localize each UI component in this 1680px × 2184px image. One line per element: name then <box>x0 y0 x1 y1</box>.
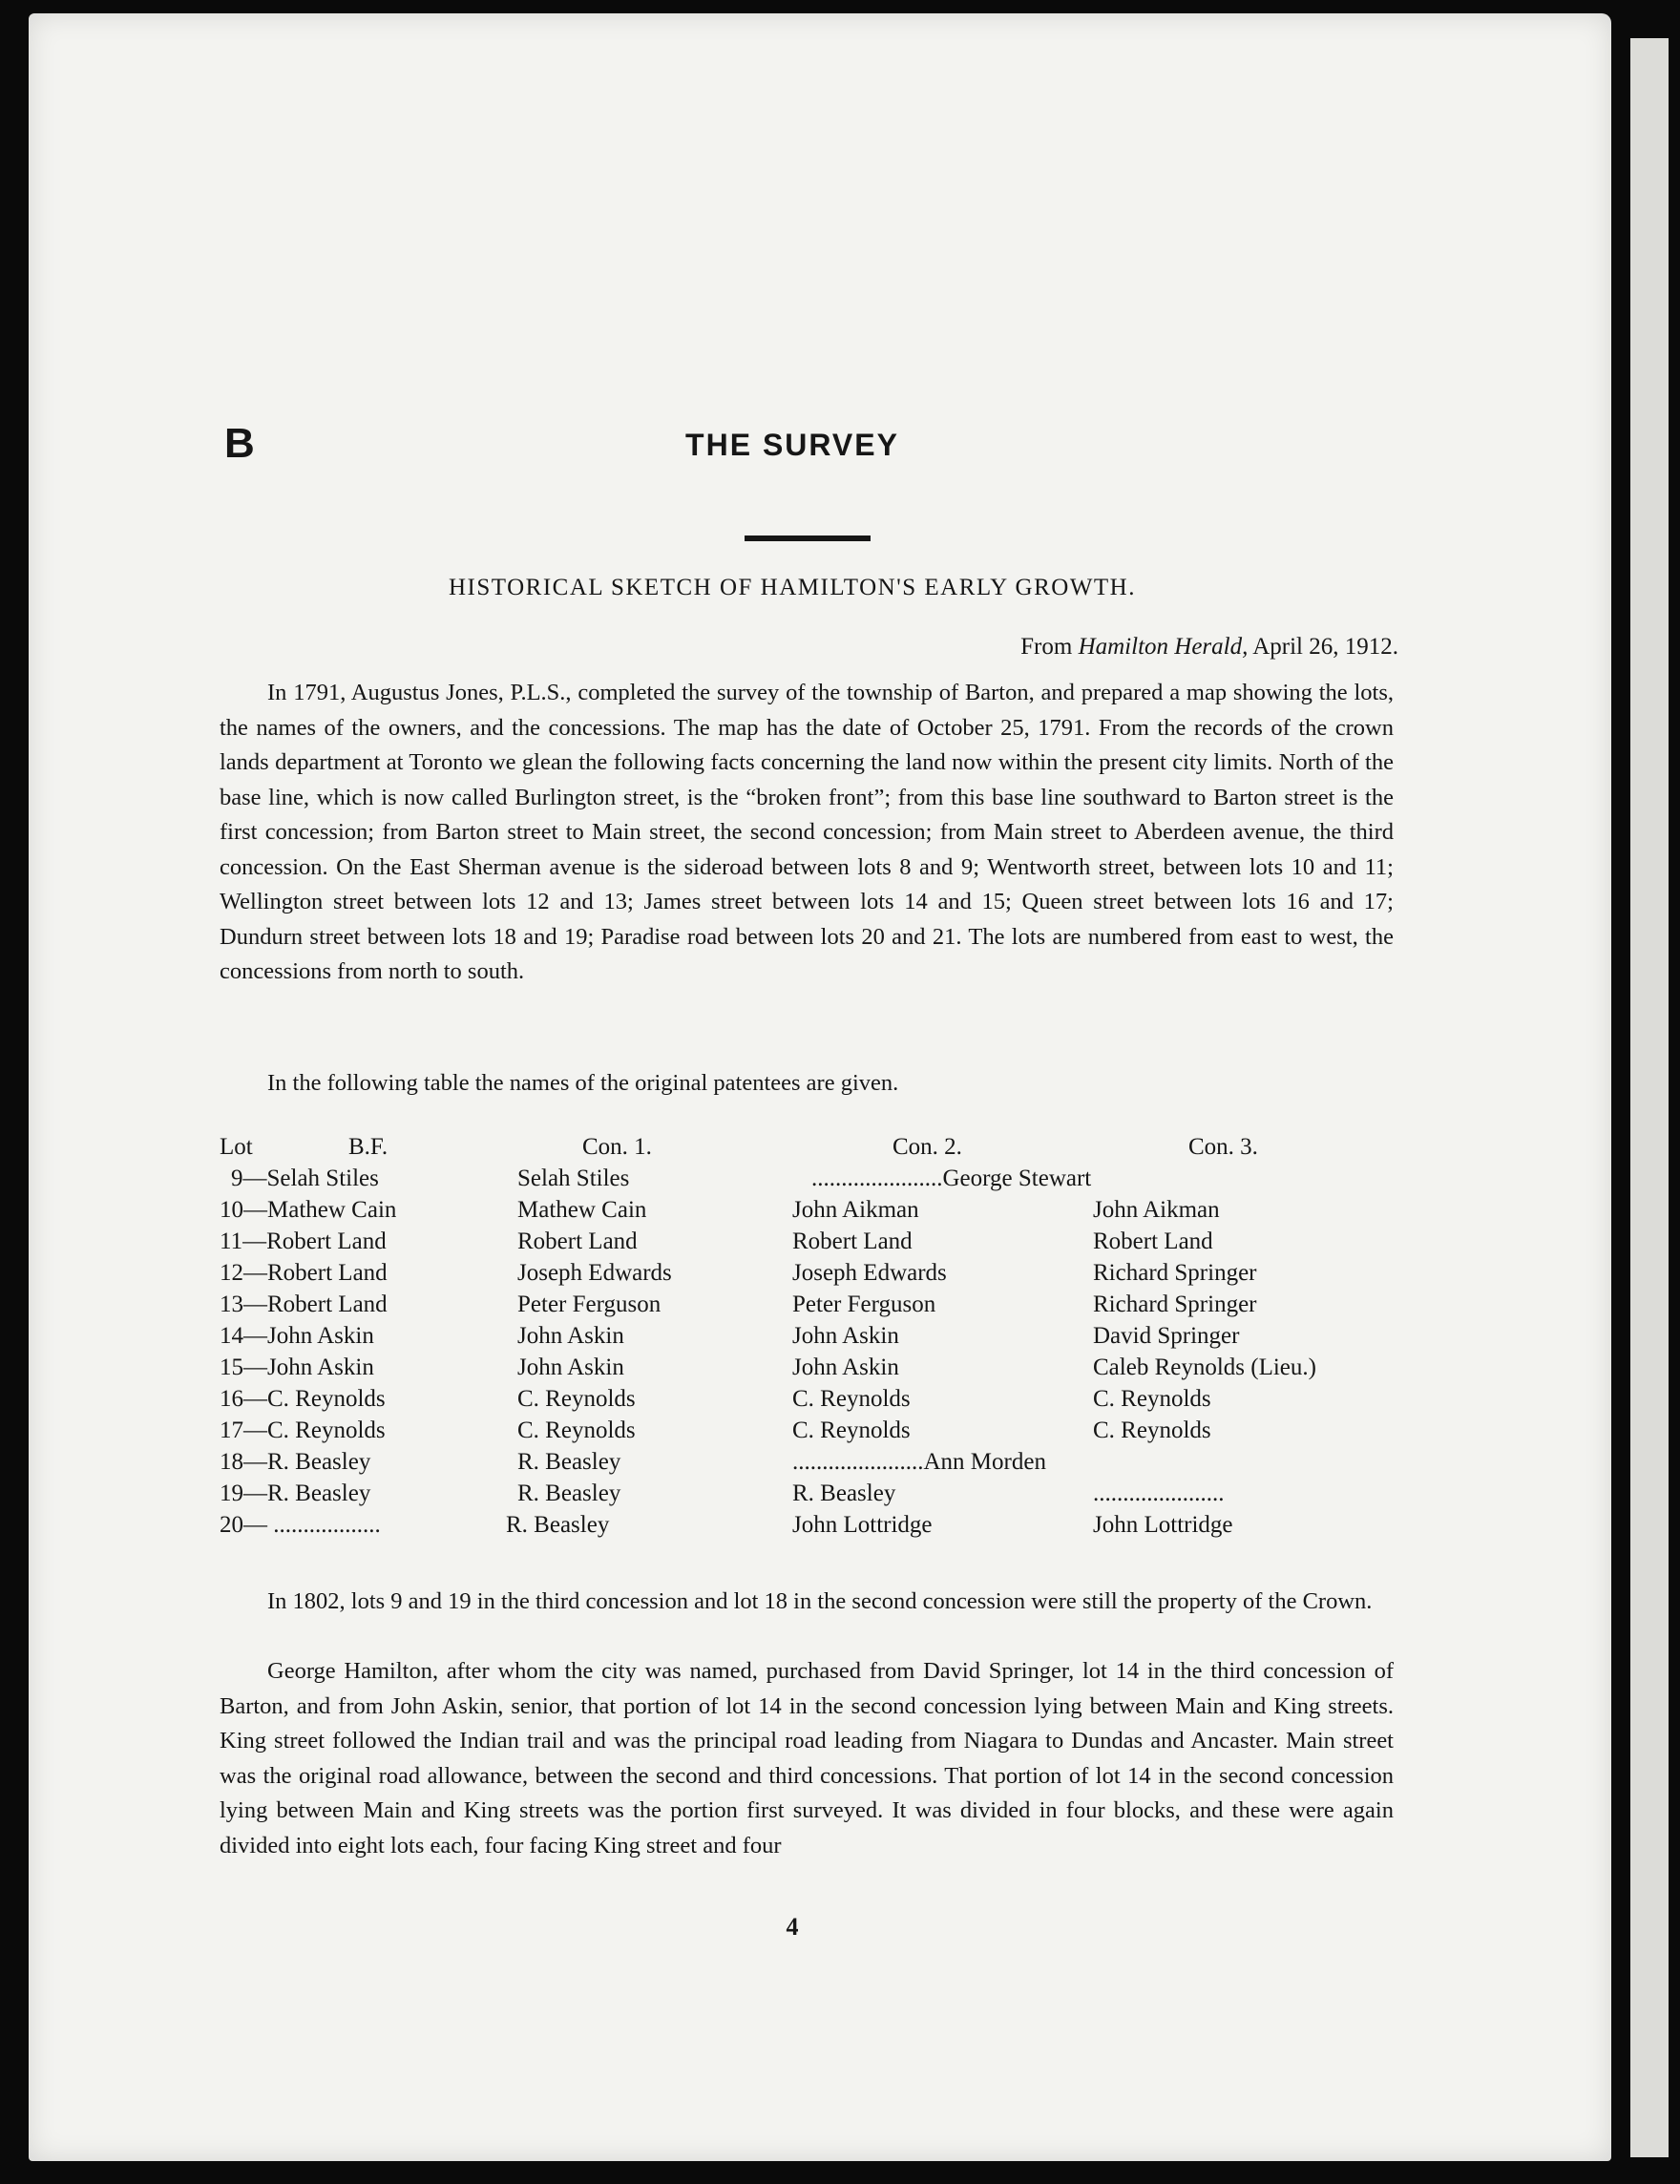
lot-bf: 18—R. Beasley <box>220 1449 371 1475</box>
header-con2: Con. 2. <box>892 1134 962 1160</box>
con2: C. Reynolds <box>792 1386 911 1412</box>
table-row <box>220 1320 1394 1352</box>
lot-bf: 16—C. Reynolds <box>220 1386 386 1412</box>
lot-bf: 15—John Askin <box>220 1354 374 1380</box>
lot-bf: 19—R. Beasley <box>220 1480 371 1506</box>
table-row <box>220 1257 1394 1289</box>
con2: Joseph Edwards <box>792 1260 947 1286</box>
con1: Mathew Cain <box>517 1197 647 1223</box>
header-lot: Lot <box>220 1134 253 1160</box>
con3: Robert Land <box>1093 1228 1213 1254</box>
table-row <box>220 1289 1394 1320</box>
con2-con3: ......................George Stewart <box>811 1166 1092 1191</box>
con1: John Askin <box>517 1354 624 1380</box>
paragraph-george-hamilton: George Hamilton, after whom the city was named, purchased from David Springer, lot 14 in the third concession of Barton, and from John Askin, senior, that portion of lot 14 in the second concession lying between Main and King streets. King street followed the Indian trail and was the principal road leading from Niagara to Dundas and Ancaster. Main street was the original road allowance, between the second and third concessions. That portion of lot 14 in the second concession lying between Main and King streets was the portion first surveyed. It was divided in four blocks, and these were again divided into eight lots each, four facing King street and four <box>220 1658 1394 1858</box>
con1: John Askin <box>517 1323 624 1349</box>
table-header <box>220 1131 1394 1163</box>
table-row <box>220 1163 1394 1194</box>
con1: C. Reynolds <box>517 1418 636 1443</box>
title-rule <box>745 536 871 541</box>
header-con3: Con. 3. <box>1188 1134 1258 1160</box>
lot-bf: 20— .................. <box>220 1512 381 1538</box>
con3: ...................... <box>1093 1480 1225 1506</box>
con2-con3: ......................Ann Morden <box>792 1449 1046 1475</box>
table-row <box>220 1194 1394 1226</box>
source-publication: Hamilton Herald, <box>1078 634 1249 660</box>
con2: R. Beasley <box>792 1480 896 1506</box>
table-row <box>220 1226 1394 1257</box>
table-row <box>220 1509 1394 1541</box>
con3: John Aikman <box>1093 1197 1220 1223</box>
table-row <box>220 1478 1394 1509</box>
con1: Robert Land <box>517 1228 638 1254</box>
article-subtitle: HISTORICAL SKETCH OF HAMILTON'S EARLY GROWTH. <box>449 575 1136 600</box>
con1: R. Beasley <box>517 1449 621 1475</box>
lot-bf: 10—Mathew Cain <box>220 1197 397 1223</box>
con2: Peter Ferguson <box>792 1292 936 1317</box>
section-title: THE SURVEY <box>685 428 899 462</box>
page-number: 4 <box>786 1913 799 1941</box>
con1: Joseph Edwards <box>517 1260 672 1286</box>
con2: John Aikman <box>792 1197 919 1223</box>
con1: Selah Stiles <box>517 1166 630 1191</box>
lot-bf: 12—Robert Land <box>220 1260 388 1286</box>
table-row <box>220 1446 1394 1478</box>
section-letter: B <box>224 420 255 467</box>
con3: Richard Springer <box>1093 1260 1257 1286</box>
patentees-table <box>220 1131 1394 1541</box>
con1: C. Reynolds <box>517 1386 636 1412</box>
next-page-edge <box>1630 38 1669 2157</box>
lot-bf: 13—Robert Land <box>220 1292 388 1317</box>
con2: C. Reynolds <box>792 1418 911 1443</box>
con3: C. Reynolds <box>1093 1418 1211 1443</box>
paragraph-survey: In 1791, Augustus Jones, P.L.S., completed the survey of the township of Barton, and prepared a map showing the lots, the names of the owners, and the concessions. The map has the date of October 25, 1791. From the records of the crown lands department at Toronto we glean the following facts concerning the land now within the present city limits. North of the base line, which is now called Burlington street, is the “broken front”; from this base line southward to Barton street is the first concession; from Barton street to Main street, the second concession; from Main street to Aberdeen avenue, the third concession. On the East Sherman avenue is the sideroad between lots 8 and 9; Wentworth street, between lots 10 and 11; Wellington street between lots 12 and 13; James street between lots 14 and 15; Queen street between lots 16 and 17; Dundurn street between lots 18 and 19; Paradise road between lots 20 and 21. The lots are numbered from east to west, the concessions from north to south. <box>220 680 1394 984</box>
paragraph-crown-property: In 1802, lots 9 and 19 in the third concession and lot 18 in the second concession were still the property of the Crown. <box>267 1588 1373 1614</box>
lot-bf: 11—Robert Land <box>220 1228 387 1254</box>
con3: John Lottridge <box>1093 1512 1233 1538</box>
table-row <box>220 1383 1394 1415</box>
con2: John Lottridge <box>792 1512 933 1538</box>
con3: David Springer <box>1093 1323 1240 1349</box>
source-prefix: From <box>1020 634 1079 660</box>
header-bf: B.F. <box>348 1134 388 1160</box>
lot-bf: 9—Selah Stiles <box>231 1166 379 1191</box>
source-date: April 26, 1912. <box>1248 634 1398 660</box>
lot-bf: 14—John Askin <box>220 1323 374 1349</box>
con2: Robert Land <box>792 1228 913 1254</box>
con1: R. Beasley <box>506 1512 610 1538</box>
con3: Caleb Reynolds (Lieu.) <box>1093 1354 1316 1380</box>
source-citation <box>1020 634 1398 661</box>
table-row <box>220 1352 1394 1383</box>
con2: John Askin <box>792 1354 899 1380</box>
con1: Peter Ferguson <box>517 1292 662 1317</box>
paragraph-table-intro: In the following table the names of the original patentees are given. <box>267 1070 899 1096</box>
con2: John Askin <box>792 1323 899 1349</box>
con1: R. Beasley <box>517 1480 621 1506</box>
con3: C. Reynolds <box>1093 1386 1211 1412</box>
lot-bf: 17—C. Reynolds <box>220 1418 386 1443</box>
table-row <box>220 1415 1394 1446</box>
header-con1: Con. 1. <box>582 1134 652 1160</box>
con3: Richard Springer <box>1093 1292 1257 1317</box>
